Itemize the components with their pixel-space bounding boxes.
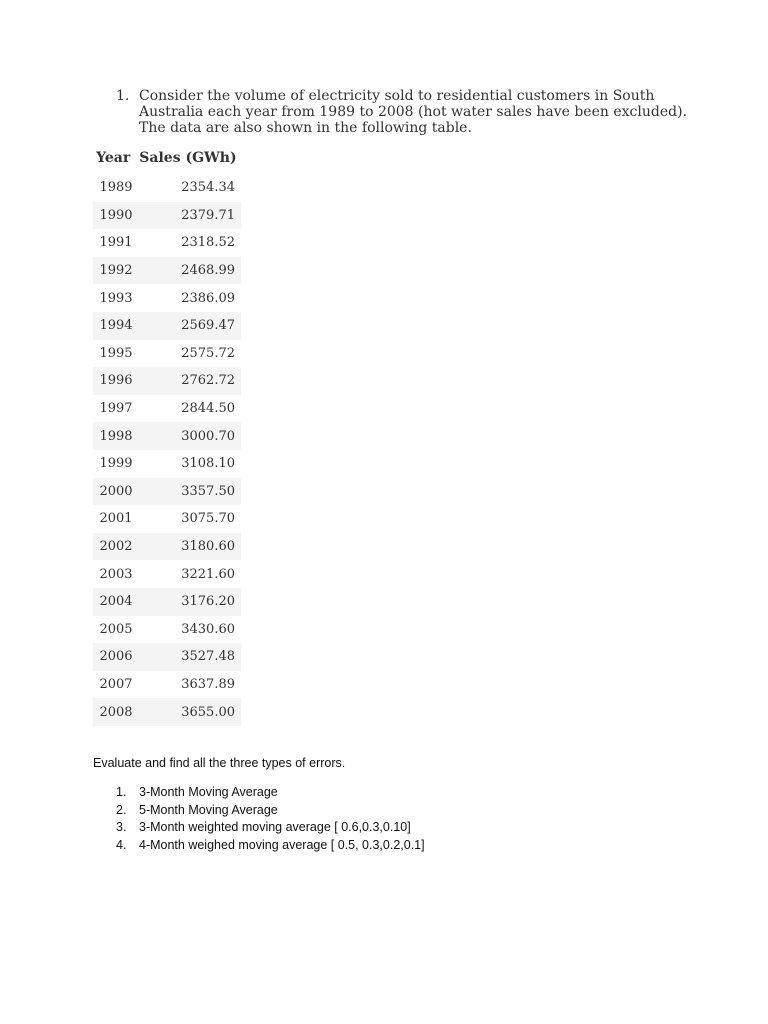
cell-year: 1996: [99, 373, 133, 389]
table-row: [93, 174, 241, 202]
table-body: [93, 174, 241, 726]
cell-sales: 2386.09: [181, 290, 235, 306]
cell-sales: 3075.70: [181, 511, 235, 527]
cell-sales: 2844.50: [181, 401, 235, 417]
table-row: [93, 422, 241, 450]
cell-sales: 3430.60: [181, 621, 235, 637]
method-number: 1.: [116, 785, 127, 799]
cell-year: 1992: [99, 263, 133, 279]
sales-table: [93, 146, 241, 726]
table-row: [93, 202, 241, 230]
cell-sales: 3221.60: [181, 566, 235, 582]
cell-sales: 3000.70: [181, 428, 235, 444]
method-text: 3-Month weighted moving average [ 0.6,0.3,0.10]: [139, 820, 411, 834]
header-year: Year: [96, 150, 131, 166]
cell-year: 2000: [99, 483, 133, 499]
table-row: [93, 671, 241, 699]
question-text: Consider the volume of electricity sold to residential customers in South Australia each year from 1989 to 2008 (hot water sales have been excluded). The data are also shown in the following table.: [139, 88, 687, 136]
table-row: [93, 616, 241, 644]
cell-sales: 2379.71: [181, 207, 235, 223]
method-number: 2.: [116, 802, 127, 817]
cell-year: 1989: [99, 180, 133, 196]
cell-sales: 2354.34: [181, 180, 235, 196]
cell-year: 1997: [99, 401, 133, 417]
cell-year: 2007: [99, 676, 133, 692]
table-row: [93, 505, 241, 533]
cell-year: 1995: [99, 345, 133, 361]
cell-sales: 2318.52: [181, 235, 235, 251]
table-row: [93, 450, 241, 478]
table-row: [93, 229, 241, 257]
cell-year: 2006: [99, 649, 133, 665]
cell-year: 2001: [99, 511, 133, 527]
table-row: [93, 257, 241, 285]
cell-year: 2004: [99, 594, 133, 610]
table-row: [93, 478, 241, 506]
table-row: [93, 340, 241, 368]
method-text: 3-Month Moving Average: [139, 785, 278, 799]
cell-year: 1998: [99, 428, 133, 444]
cell-sales: 3180.60: [181, 539, 235, 555]
table-row: [93, 284, 241, 312]
cell-sales: 2575.72: [181, 345, 235, 361]
method-number: 3.: [116, 820, 127, 834]
cell-sales: 2569.47: [181, 318, 235, 334]
table-row: [93, 588, 241, 616]
evaluate-instruction: Evaluate and find all the three types of errors.: [93, 756, 346, 770]
method-number: 4.: [116, 837, 127, 852]
cell-sales: 3655.00: [181, 704, 235, 720]
cell-year: 1999: [99, 456, 133, 472]
method-text: 5-Month Moving Average: [139, 802, 278, 817]
table-row: [93, 367, 241, 395]
table-row: [93, 395, 241, 423]
cell-year: 1994: [99, 318, 133, 334]
question-number: 1.: [116, 88, 130, 104]
cell-year: 2008: [99, 704, 133, 720]
cell-year: 1991: [99, 235, 133, 251]
cell-sales: 2762.72: [181, 373, 235, 389]
cell-year: 2003: [99, 566, 133, 582]
cell-sales: 3527.48: [181, 649, 235, 665]
table-row: [93, 312, 241, 340]
table-row: [93, 533, 241, 561]
table-row: [93, 698, 241, 726]
cell-sales: 3176.20: [181, 594, 235, 610]
table-header-row: [93, 146, 241, 170]
table-row: [93, 643, 241, 671]
method-text: 4-Month weighed moving average [ 0.5, 0.3,0.2,0.1]: [139, 837, 425, 852]
cell-sales: 3637.89: [181, 676, 235, 692]
cell-year: 2005: [99, 621, 133, 637]
cell-year: 1990: [99, 207, 133, 223]
cell-sales: 3357.50: [181, 483, 235, 499]
cell-year: 1993: [99, 290, 133, 306]
cell-sales: 2468.99: [181, 263, 235, 279]
cell-sales: 3108.10: [181, 456, 235, 472]
cell-year: 2002: [99, 539, 133, 555]
header-sales: Sales (GWh): [139, 150, 237, 166]
table-row: [93, 560, 241, 588]
